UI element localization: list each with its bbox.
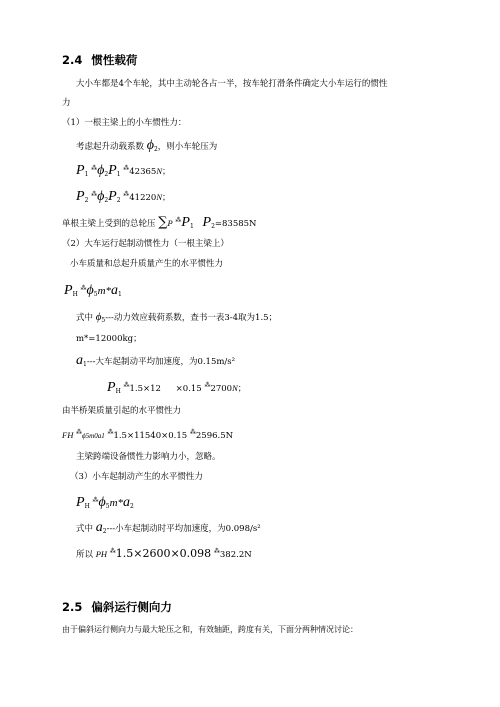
section-title: 偏斜运行侧向力 bbox=[91, 600, 172, 614]
section-2-5-heading bbox=[62, 602, 172, 614]
where-line: 式中 $\phi_5---$动力效应载荷系数，查书一表3-4取为1.5； bbox=[76, 311, 278, 324]
text-line: 由半桥架质量引起的水平惯性力 bbox=[62, 406, 182, 416]
equation-ph2: $P_H$ $^⁂\phi_5m*a_2$ bbox=[76, 495, 134, 510]
section-number: 2.5 bbox=[62, 600, 83, 614]
text-line: m*=12000kg； bbox=[76, 334, 142, 344]
paragraph-line: 大小车都是4个车轮，其中主动轮各占一半，按车轮打滑条件确定大小车运行的惯性 bbox=[76, 79, 388, 89]
paragraph-line: 由于偏斜运行侧向力与最大轮压之和，有效轴距，跨度有关，下面分两种情况讨论： bbox=[62, 625, 358, 634]
item-heading: （1）一根主梁上的小车惯性力： bbox=[62, 118, 187, 128]
item-heading: （2）大车运行起制动惯性力（一根主梁上） bbox=[62, 239, 229, 249]
where-line: $a_1---$大车起制动平均加速度，为0.15m/s² bbox=[76, 353, 236, 368]
equation-ph: $P_H$ $^⁂\phi_5m*a_1$ bbox=[64, 283, 122, 298]
text-line: 主梁跨端设备惯性力影响力小，忽略。 bbox=[76, 452, 221, 462]
text-line: 小车质量和总起升质量产生的水平惯性力 bbox=[70, 259, 224, 269]
text-line: 考虑起升动载系数 $\phi_2$，则小车轮压为 bbox=[76, 138, 218, 153]
item-heading: （3）小车起制动产生的水平惯性力 bbox=[70, 472, 203, 482]
phi-symbol: ϕ bbox=[146, 138, 154, 153]
equation-final: 所以 PH ⁂1.5×2600×0.098 ⁂382.2N bbox=[76, 547, 252, 560]
equation-p2: $P_2$ $^⁂\phi_2P_2$ ⁂41220N； bbox=[76, 189, 171, 204]
equation-ph-calc: $P_H$ ⁂1.5×12 ×0.15 ⁂2700N； bbox=[107, 380, 247, 395]
paragraph-line: 力 bbox=[62, 98, 71, 108]
section-number: 2.4 bbox=[62, 53, 83, 67]
section-2-4-heading bbox=[62, 55, 137, 67]
sum-line: 单根主梁上受到的总轮压 ∑P $^⁂P_1$ $P_2=83585N$ bbox=[62, 215, 257, 230]
section-title: 惯性载荷 bbox=[91, 53, 138, 67]
equation-fh: FH ⁂ϕ5m0a1 ⁂1.5×11540×0.15 ⁂2596.5N bbox=[62, 429, 234, 441]
equation-p1: $P_1$ $^⁂\phi_2P_1$ ⁂42365N； bbox=[76, 163, 171, 178]
where-line: 式中 $a_2---$小车起制动时平均加速度，为0.098/s² bbox=[76, 520, 261, 535]
